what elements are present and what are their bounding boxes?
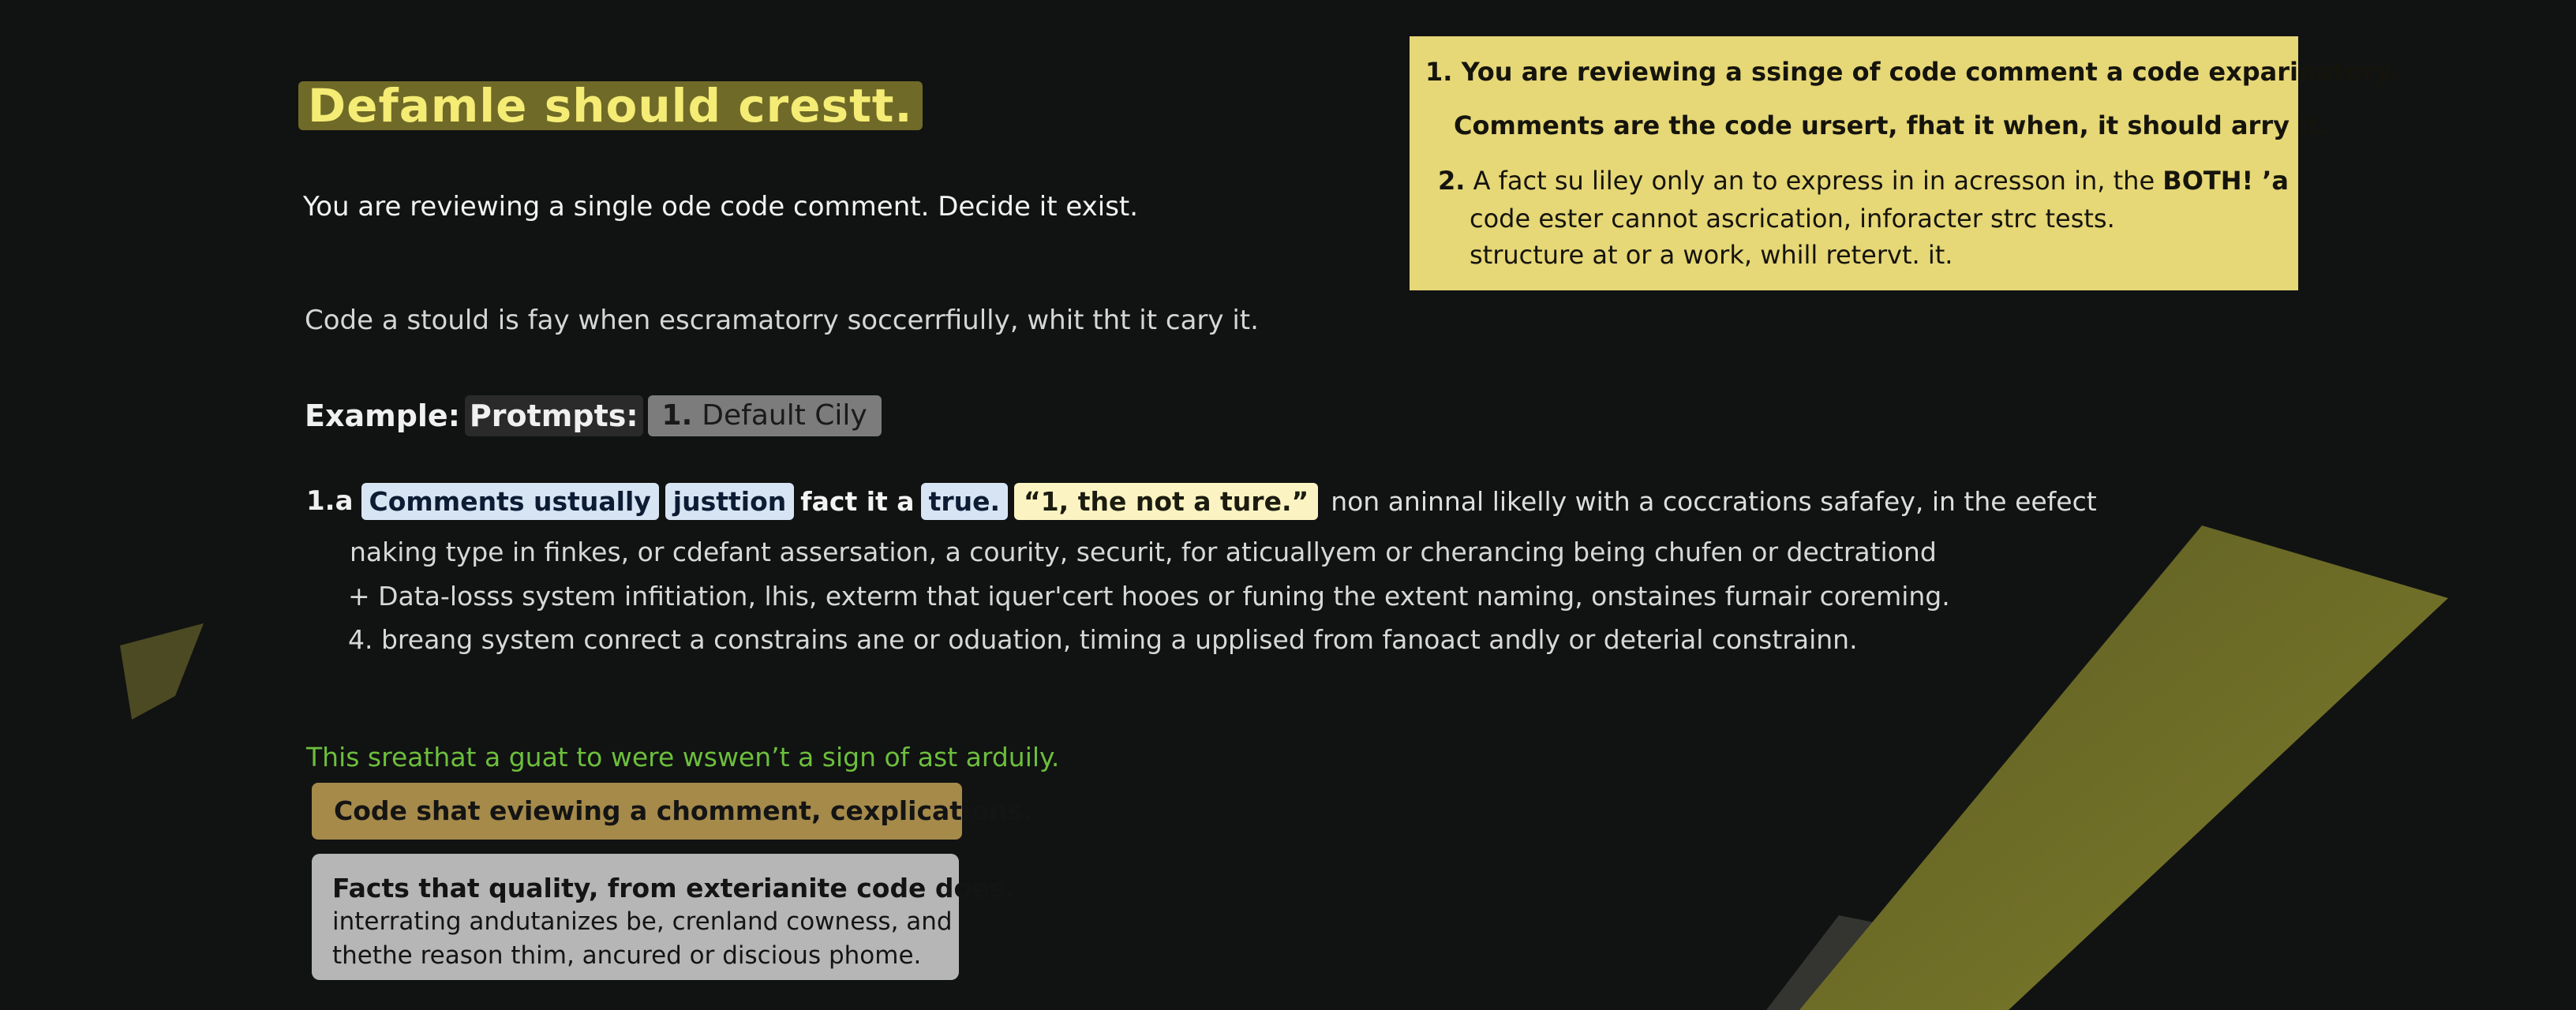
detail-line: + Data-losss system infitiation, lhis, exterm that iquer'cert hooes or funing the extent naming, onstaines furnair coreming. (348, 581, 1950, 612)
intro-text: Code a stould is fay when escramatorry soccerrfiully, whit tht it cary it. (305, 305, 1259, 336)
default-chip-number: 1. (661, 399, 693, 432)
detail-line: naking type in finkes, or cdefant assersation, a courity, securit, for aticuallyem or cherancing being chufen or dectrationd (350, 537, 1937, 567)
note-item-2 (1438, 166, 2289, 196)
subtitle: You are reviewing a single ode code comment. Decide it exist. (303, 191, 1139, 223)
page-title: Defamle should crestt. (298, 81, 923, 130)
detail-line: 4. breang system conrect a constrains ane or oduation, timing a upplised from fanoact andly or deterial constrainn. (348, 624, 1858, 655)
left-triangle-shape (120, 623, 204, 720)
note-item-text: A fact su liley only an to express in in acresson in, the (1473, 166, 2155, 196)
green-note: This sreathat a guat to were wswen’t a sign of ast arduily. (306, 742, 1060, 772)
grey-box-line: interrating andutanizes be, crenland cowness, and (332, 907, 953, 936)
note-item-number: 2. (1438, 166, 1466, 196)
yellow-note-panel (1410, 36, 2399, 290)
example-label: Example: (305, 398, 460, 433)
note-line: 1. You are reviewing a ssinge of code comment a code exparinatory. (1425, 57, 2399, 87)
highlight-comments-usually: Comments ustually (361, 483, 659, 520)
note-line: Comments are the code ursert, fhat it when, it should arry it. (1454, 110, 2329, 140)
fact-text: fact it a (800, 485, 915, 517)
default-chip-label: Default Cily (702, 399, 867, 432)
note-line: code ester cannot ascrication, inforacter strc tests. (1470, 204, 2115, 234)
highlight-justtion: justtion (665, 483, 794, 520)
prompts-tag: Protmpts: (465, 395, 643, 436)
grey-box-title: Facts that quality, from exterianite code does. (332, 873, 1015, 903)
example-row (305, 392, 882, 440)
grey-callout-box (312, 854, 1015, 980)
grey-box-line: thethe reason thim, ancured or discious phome. (332, 941, 922, 970)
note-line: structure at or a work, whill retervt. it. (1470, 240, 1953, 270)
note-item-emphasis: BOTH! ’a (2162, 166, 2289, 196)
main-list-item (306, 480, 2097, 522)
default-chip[interactable] (648, 395, 882, 436)
tan-callout-box: Code shat eviewing a chomment, cexplications. (312, 783, 962, 840)
highlight-true: true. (921, 483, 1008, 520)
highlight-quote: “1, the not a ture.” (1014, 483, 1318, 520)
list-item-number: 1.a (306, 485, 354, 517)
list-item-text: non aninnal likelly with a coccrations safafey, in the eefect (1331, 485, 2097, 517)
